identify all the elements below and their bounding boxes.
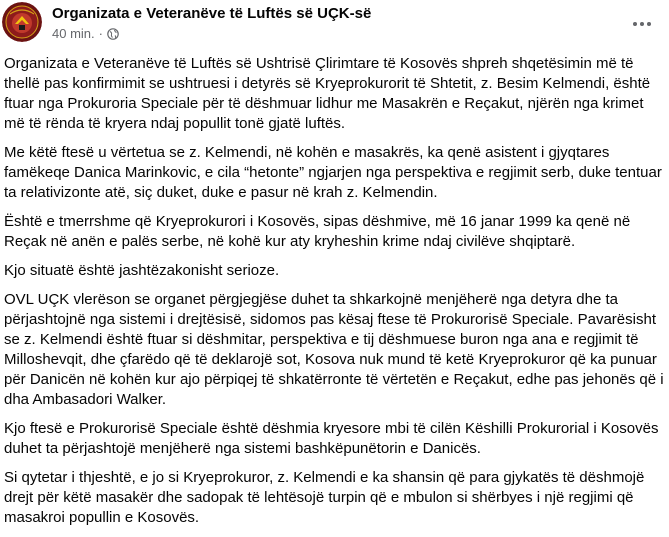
globe-icon[interactable] <box>107 28 119 40</box>
post-header <box>0 0 669 48</box>
post-timestamp[interactable]: 40 min. <box>52 26 95 41</box>
post-paragraph: Kjo situatë është jashtëzakonisht serioze. <box>4 262 280 279</box>
post-paragraph: Është e tmerrshme që Kryeprokurori i Kosovës, sipas dëshmive, më 16 janar 1999 ka qenë në Reçak në anën e palës serbe, në kohë kur aty kryheshin krime ndaj civilëve shqiptarë. <box>4 213 631 250</box>
organization-logo-icon[interactable] <box>2 2 42 42</box>
post-paragraph: Si qytetar i thjeshtë, e jo si Kryeprokuror, z. Kelmendi e ka shansin që para gjykatës të dëshmojë drejt për këtë masakër dhe sadopak të lehtësojë turpin që e mbulon si shërbyes i një regjimi që masakroi popullin e Kosovës. <box>4 469 645 526</box>
post-paragraph: Me këtë ftesë u vërtetua se z. Kelmendi, në kohën e masakrës, ka qenë asistent i gjyqtares famëkeqe Danica Marinkovic, e cila “hetonte” ngjarjen nga perspektiva e regjimit serb, duke tentuar ta relativizonte atë, siç duket, duke e pasur në krah z. Kelmendin. <box>4 144 662 201</box>
more-options-button[interactable] <box>626 8 658 40</box>
more-options-icon <box>633 22 651 26</box>
post-paragraph: Organizata e Veteranëve të Luftës së Ushtrisë Çlirimtare të Kosovës shpreh shqetësimin më të thellë pas konfirmimit se ushtruesi i detyrës së Kryeprokurorit të Shtetit, z. Besim Kelmendi, është ftuar nga Prokuroria Speciale për të dëshmuar lidhur me Masakrën e Reçakut, njërën nga krimet më të rënda të kryera ndaj popullit tonë gjatë luftës. <box>4 55 651 132</box>
post-paragraph: Kjo ftesë e Prokurorisë Speciale është dëshmia kryesore mbi të cilën Këshilli Prokurorial i Kosovës duhet ta përjashtojë menjëherë nga sistemi bashkëpunëtorin e Danicës. <box>4 420 659 457</box>
post-paragraph: OVL UÇK vlerëson se organet përgjegjëse duhet ta shkarkojnë menjëherë nga detyra dhe ta përjashtojnë nga sistemi i drejtësisë, sidomos pas kësaj ftese të Prokurorisë Speciale. Pavarësisht se z. Kelmendi është ftuar si dëshmitar, perspektiva e tij dëshmuese buron nga ana e regjimit të Milloshevqit, dhe çfarëdo që të deklarojë sot, Kosova nuk mund të ketë Kryeprokuror që ka punuar për Danicën në kohën kur ajo përpiqej të shkatërronte të vërtetën e Reçakut, edhe pas jehonës që i dha Ambasadori Walker. <box>4 291 664 408</box>
post-meta <box>52 26 119 41</box>
meta-separator: · <box>98 26 103 41</box>
page-name[interactable]: Organizata e Veteranëve të Luftës së UÇK-së <box>52 5 372 22</box>
post-body <box>4 54 666 537</box>
